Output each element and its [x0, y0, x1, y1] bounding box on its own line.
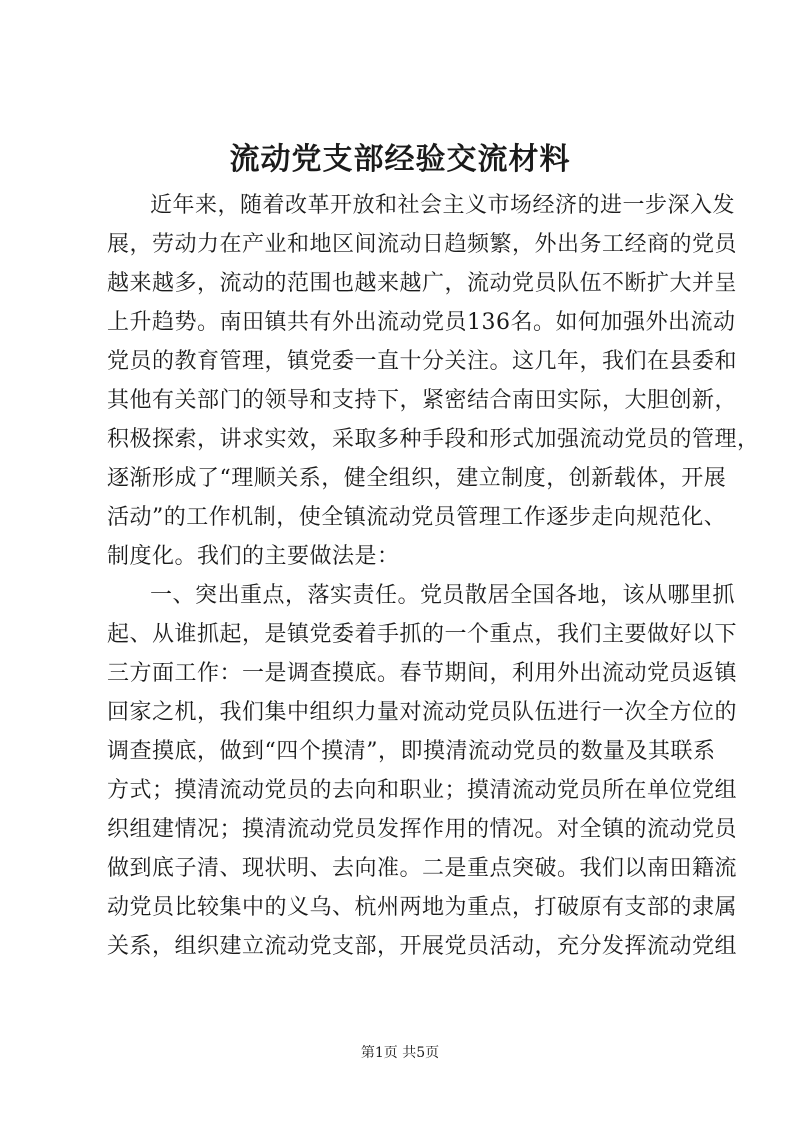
body-line: 展，劳动力在产业和地区间流动日趋频繁，外出务工经商的党员	[107, 232, 738, 257]
body-line: 越来越多，流动的范围也越来越广，流动党员队伍不断扩大并呈	[107, 271, 738, 296]
body-line: 上升趋势。南田镇共有外出流动党员136名。如何加强外出流动	[107, 310, 736, 335]
page-number: 第1页 共5页	[360, 1045, 440, 1061]
body-line: 调查摸底，做到“四个摸清”，即摸清流动党员的数量及其联系	[107, 739, 716, 764]
body-line: 党员的教育管理，镇党委一直十分关注。这几年，我们在县委和	[107, 349, 738, 374]
document-title: 流动党支部经验交流材料	[229, 142, 571, 177]
body-line: 动党员比较集中的义乌、杭州两地为重点，打破原有支部的隶属	[107, 895, 738, 920]
body-line: 其他有关部门的领导和支持下，紧密结合南田实际，大胆创新，	[107, 388, 738, 413]
body-line: 方式；摸清流动党员的去向和职业；摸清流动党员所在单位党组	[107, 778, 738, 803]
body-line: 近年来，随着改革开放和社会主义市场经济的进一步深入发	[150, 193, 736, 218]
body-line: 回家之机，我们集中组织力量对流动党员队伍进行一次全方位的	[107, 700, 738, 725]
body-line: 关系，组织建立流动党支部，开展党员活动，充分发挥流动党组	[107, 934, 738, 959]
body-line: 一、突出重点，落实责任。党员散居全国各地，该从哪里抓	[150, 583, 736, 608]
body-line: 做到底子清、现状明、去向准。二是重点突破。我们以南田籍流	[107, 856, 738, 881]
body-line: 三方面工作：一是调查摸底。春节期间，利用外出流动党员返镇	[107, 661, 738, 686]
body-line: 起、从谁抓起，是镇党委着手抓的一个重点，我们主要做好以下	[107, 622, 738, 647]
body-line: 积极探索，讲求实效，采取多种手段和形式加强流动党员的管理，	[107, 427, 760, 452]
body-line: 活动”的工作机制，使全镇流动党员管理工作逐步走向规范化、	[107, 505, 727, 530]
body-line: 制度化。我们的主要做法是：	[107, 544, 400, 569]
body-line: 织组建情况；摸清流动党员发挥作用的情况。对全镇的流动党员	[107, 817, 738, 842]
body-line: 逐渐形成了“理顺关系，健全组织，建立制度，创新载体，开展	[107, 466, 727, 491]
